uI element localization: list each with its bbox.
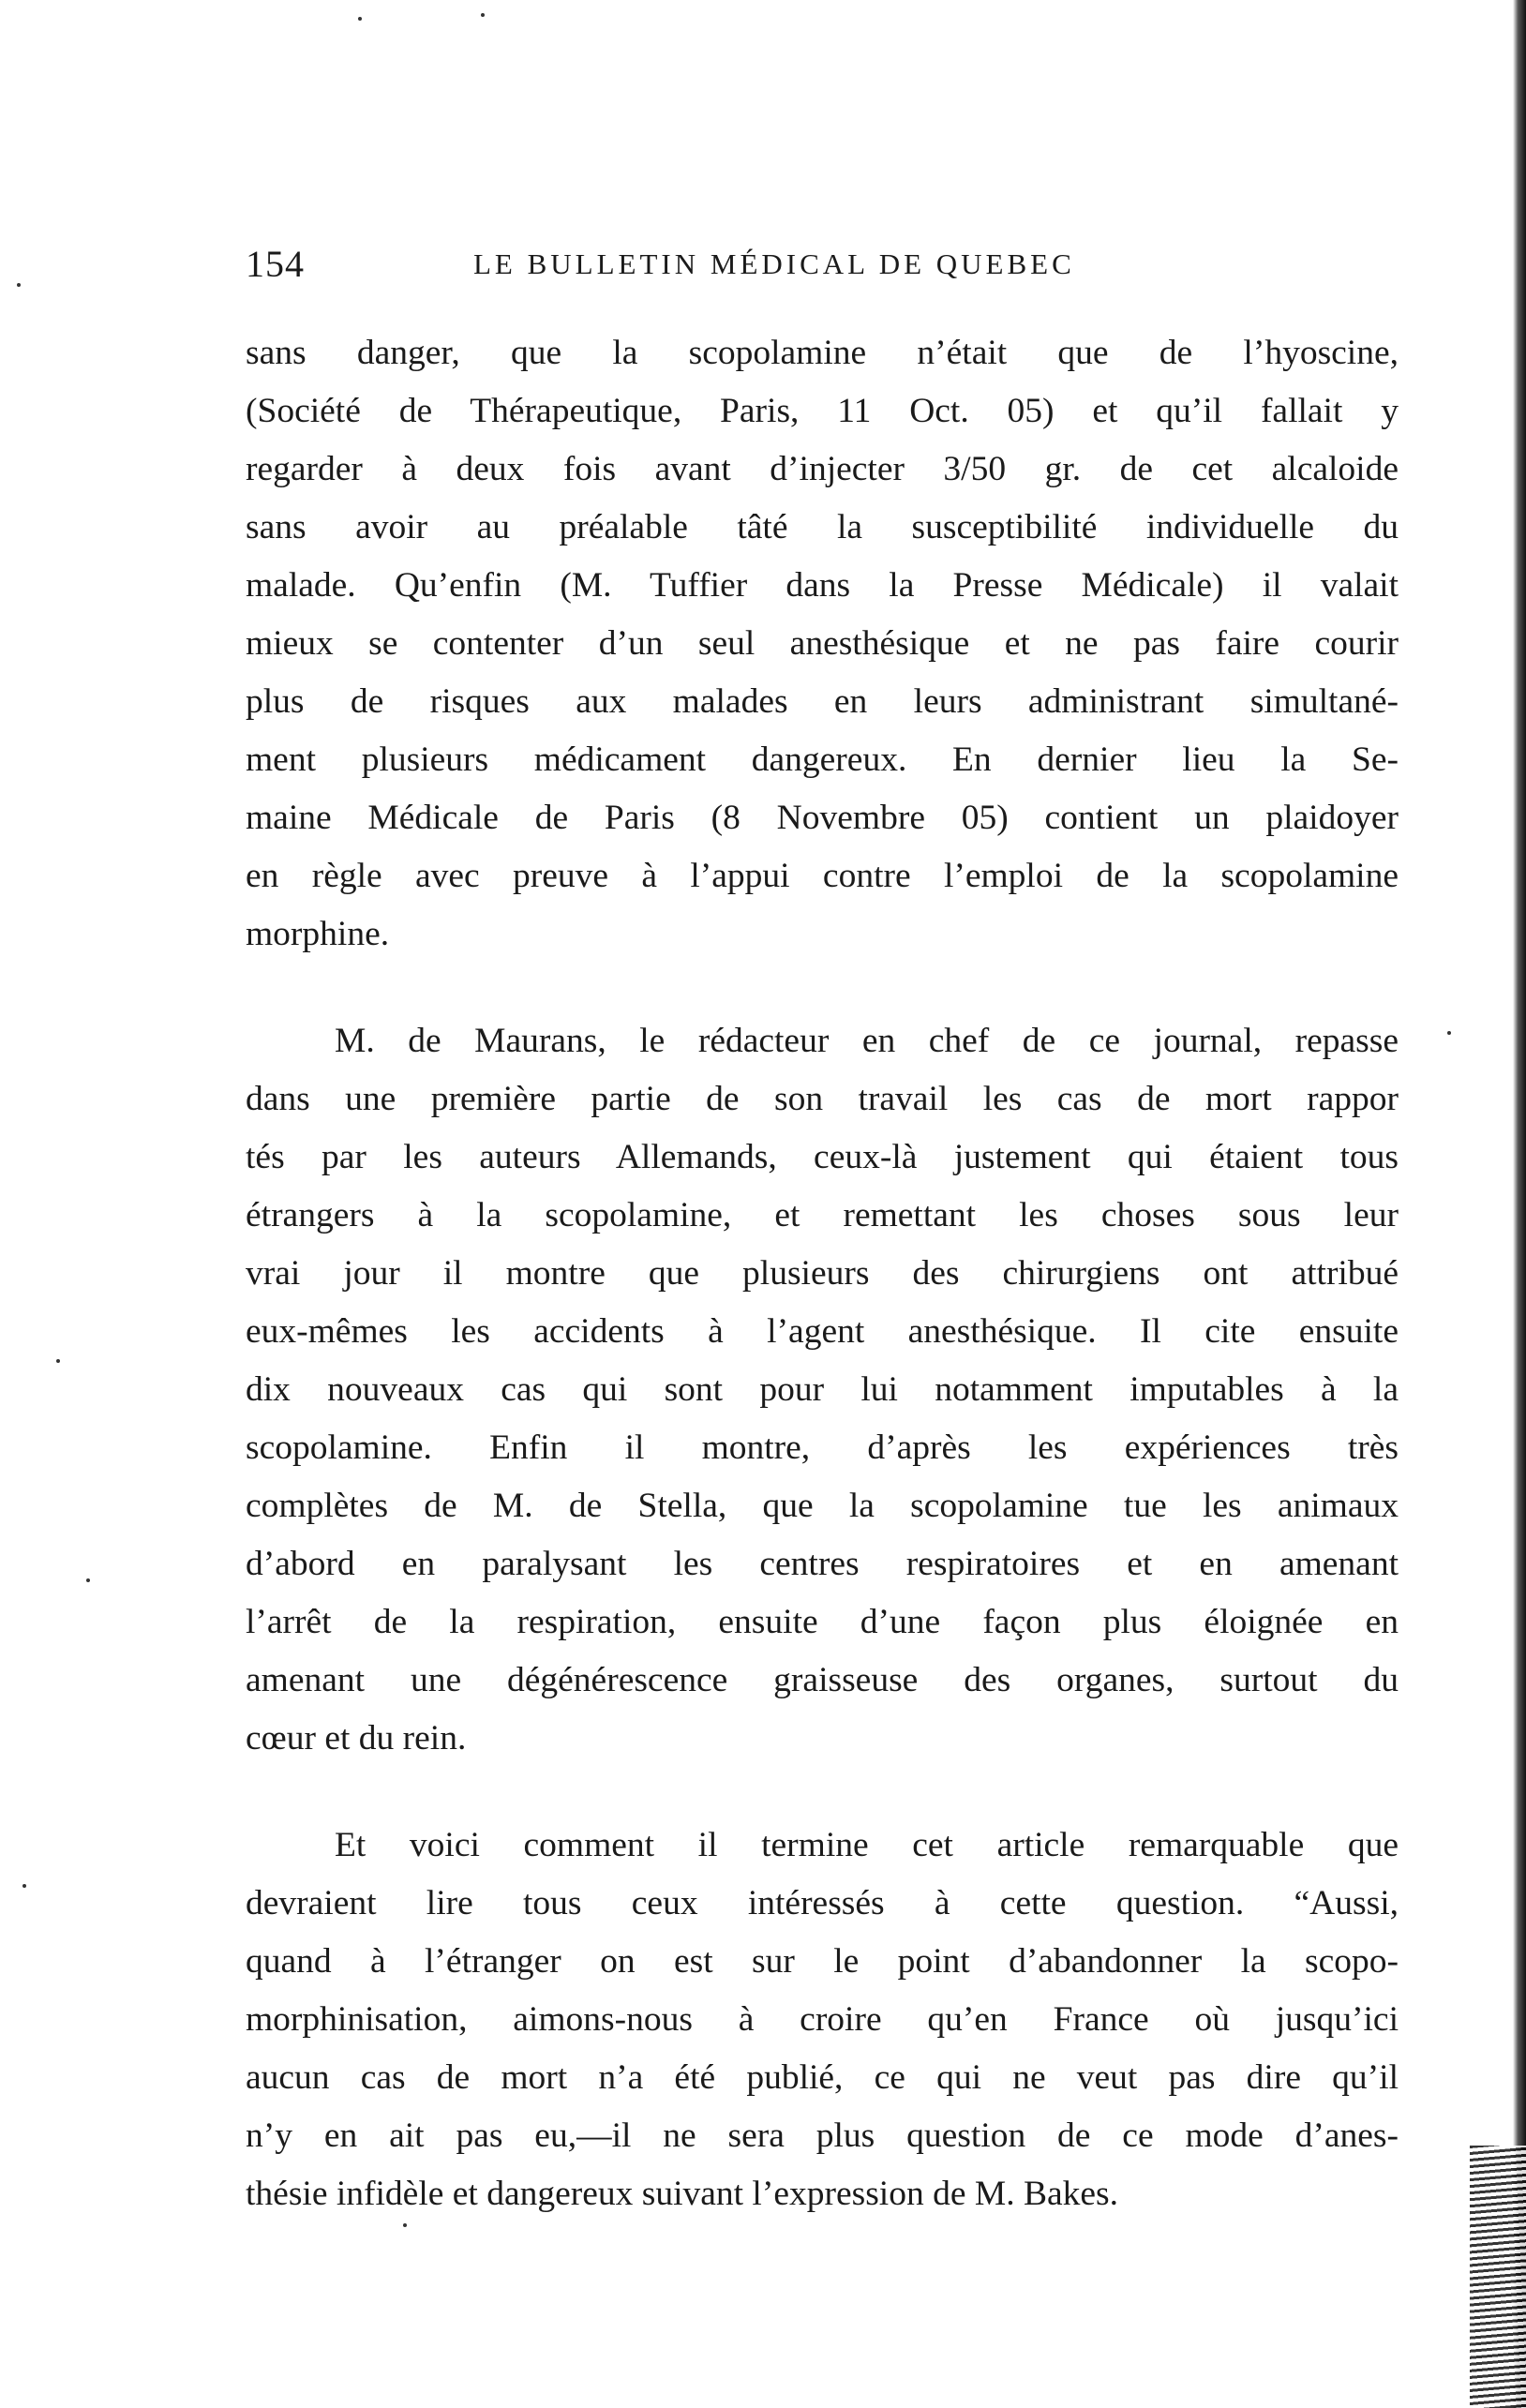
- text-line: dix nouveaux cas qui sont pour lui notamment imputables à la: [246, 1370, 1399, 1409]
- text-line: sans avoir au préalable tâté la susceptibilité individuelle du: [246, 508, 1399, 546]
- paragraph-gap: [246, 1768, 1399, 1817]
- text-line: ment plusieurs médicament dangereux. En dernier lieu la Se-: [246, 740, 1399, 779]
- text-line: scopolamine. Enfin il montre, d’après les expériences très: [246, 1428, 1399, 1467]
- running-head: [246, 242, 1455, 298]
- scan-speck: [17, 283, 21, 287]
- text-line: malade. Qu’enfin (M. Tuffier dans la Presse Médicale) il valait: [246, 566, 1399, 605]
- paragraph-gap: [246, 964, 1399, 1012]
- text-line: complètes de M. de Stella, que la scopolamine tue les animaux: [246, 1487, 1399, 1525]
- journal-title: LE BULLETIN MÉDICAL DE QUEBEC: [473, 247, 1075, 280]
- body-text: [246, 324, 1399, 2223]
- text-line: regarder à deux fois avant d’injecter 3/50 gr. de cet alcaloide: [246, 450, 1399, 488]
- binding-noise: [1470, 2146, 1526, 2408]
- text-line: Et voici comment il termine cet article remarquable que: [335, 1826, 1399, 1864]
- scan-speck: [22, 1884, 26, 1888]
- scan-speck: [358, 17, 362, 21]
- text-line: en règle avec preuve à l’appui contre l’emploi de la scopolamine: [246, 857, 1399, 895]
- scan-speck: [1447, 1031, 1451, 1035]
- scan-speck: [56, 1359, 60, 1363]
- text-line: morphine.: [246, 915, 390, 953]
- text-line: l’arrêt de la respiration, ensuite d’une façon plus éloignée en: [246, 1603, 1399, 1641]
- binding-edge: [1513, 0, 1526, 2408]
- text-line: maine Médicale de Paris (8 Novembre 05) contient un plaidoyer: [246, 799, 1399, 837]
- scan-speck: [481, 13, 485, 17]
- scan-speck: [86, 1578, 90, 1582]
- scan-speck: [403, 2223, 407, 2227]
- text-line: morphinisation, aimons-nous à croire qu’en France où jusqu’ici: [246, 2000, 1399, 2039]
- text-line: tés par les auteurs Allemands, ceux-là justement qui étaient tous: [246, 1138, 1399, 1176]
- paragraph-2: [246, 1012, 1399, 1768]
- text-line: quand à l’étranger on est sur le point d’abandonner la scopo-: [246, 1942, 1399, 1981]
- text-line: étrangers à la scopolamine, et remettant les choses sous leur: [246, 1196, 1399, 1234]
- text-line: aucun cas de mort n’a été publié, ce qui ne veut pas dire qu’il: [246, 2058, 1399, 2097]
- text-line: vrai jour il montre que plusieurs des chirurgiens ont attribué: [246, 1254, 1399, 1293]
- text-line: M. de Maurans, le rédacteur en chef de ce journal, repasse: [335, 1022, 1399, 1060]
- text-line: cœur et du rein.: [246, 1719, 467, 1757]
- page-number: 154: [246, 243, 305, 285]
- text-line: amenant une dégénérescence graisseuse des organes, surtout du: [246, 1661, 1399, 1699]
- text-line: sans danger, que la scopolamine n’était que de l’hyoscine,: [246, 334, 1399, 372]
- text-line: (Société de Thérapeutique, Paris, 11 Oct. 05) et qu’il fallait y: [246, 392, 1399, 430]
- text-line: d’abord en paralysant les centres respiratoires et en amenant: [246, 1545, 1399, 1583]
- text-line: mieux se contenter d’un seul anesthésique et ne pas faire courir: [246, 624, 1399, 663]
- text-line: dans une première partie de son travail les cas de mort rappor: [246, 1080, 1399, 1118]
- text-line: n’y en ait pas eu,—il ne sera plus question de ce mode d’anes-: [246, 2116, 1399, 2155]
- text-line: plus de risques aux malades en leurs administrant simultané-: [246, 682, 1399, 721]
- text-line: eux-mêmes les accidents à l’agent anesthésique. Il cite ensuite: [246, 1312, 1399, 1351]
- text-line: devraient lire tous ceux intéressés à cette question. “Aussi,: [246, 1884, 1399, 1922]
- paragraph-3: [246, 1817, 1399, 2223]
- paragraph-1: [246, 324, 1399, 964]
- text-line: thésie infidèle et dangereux suivant l’expression de M. Bakes.: [246, 2175, 1118, 2213]
